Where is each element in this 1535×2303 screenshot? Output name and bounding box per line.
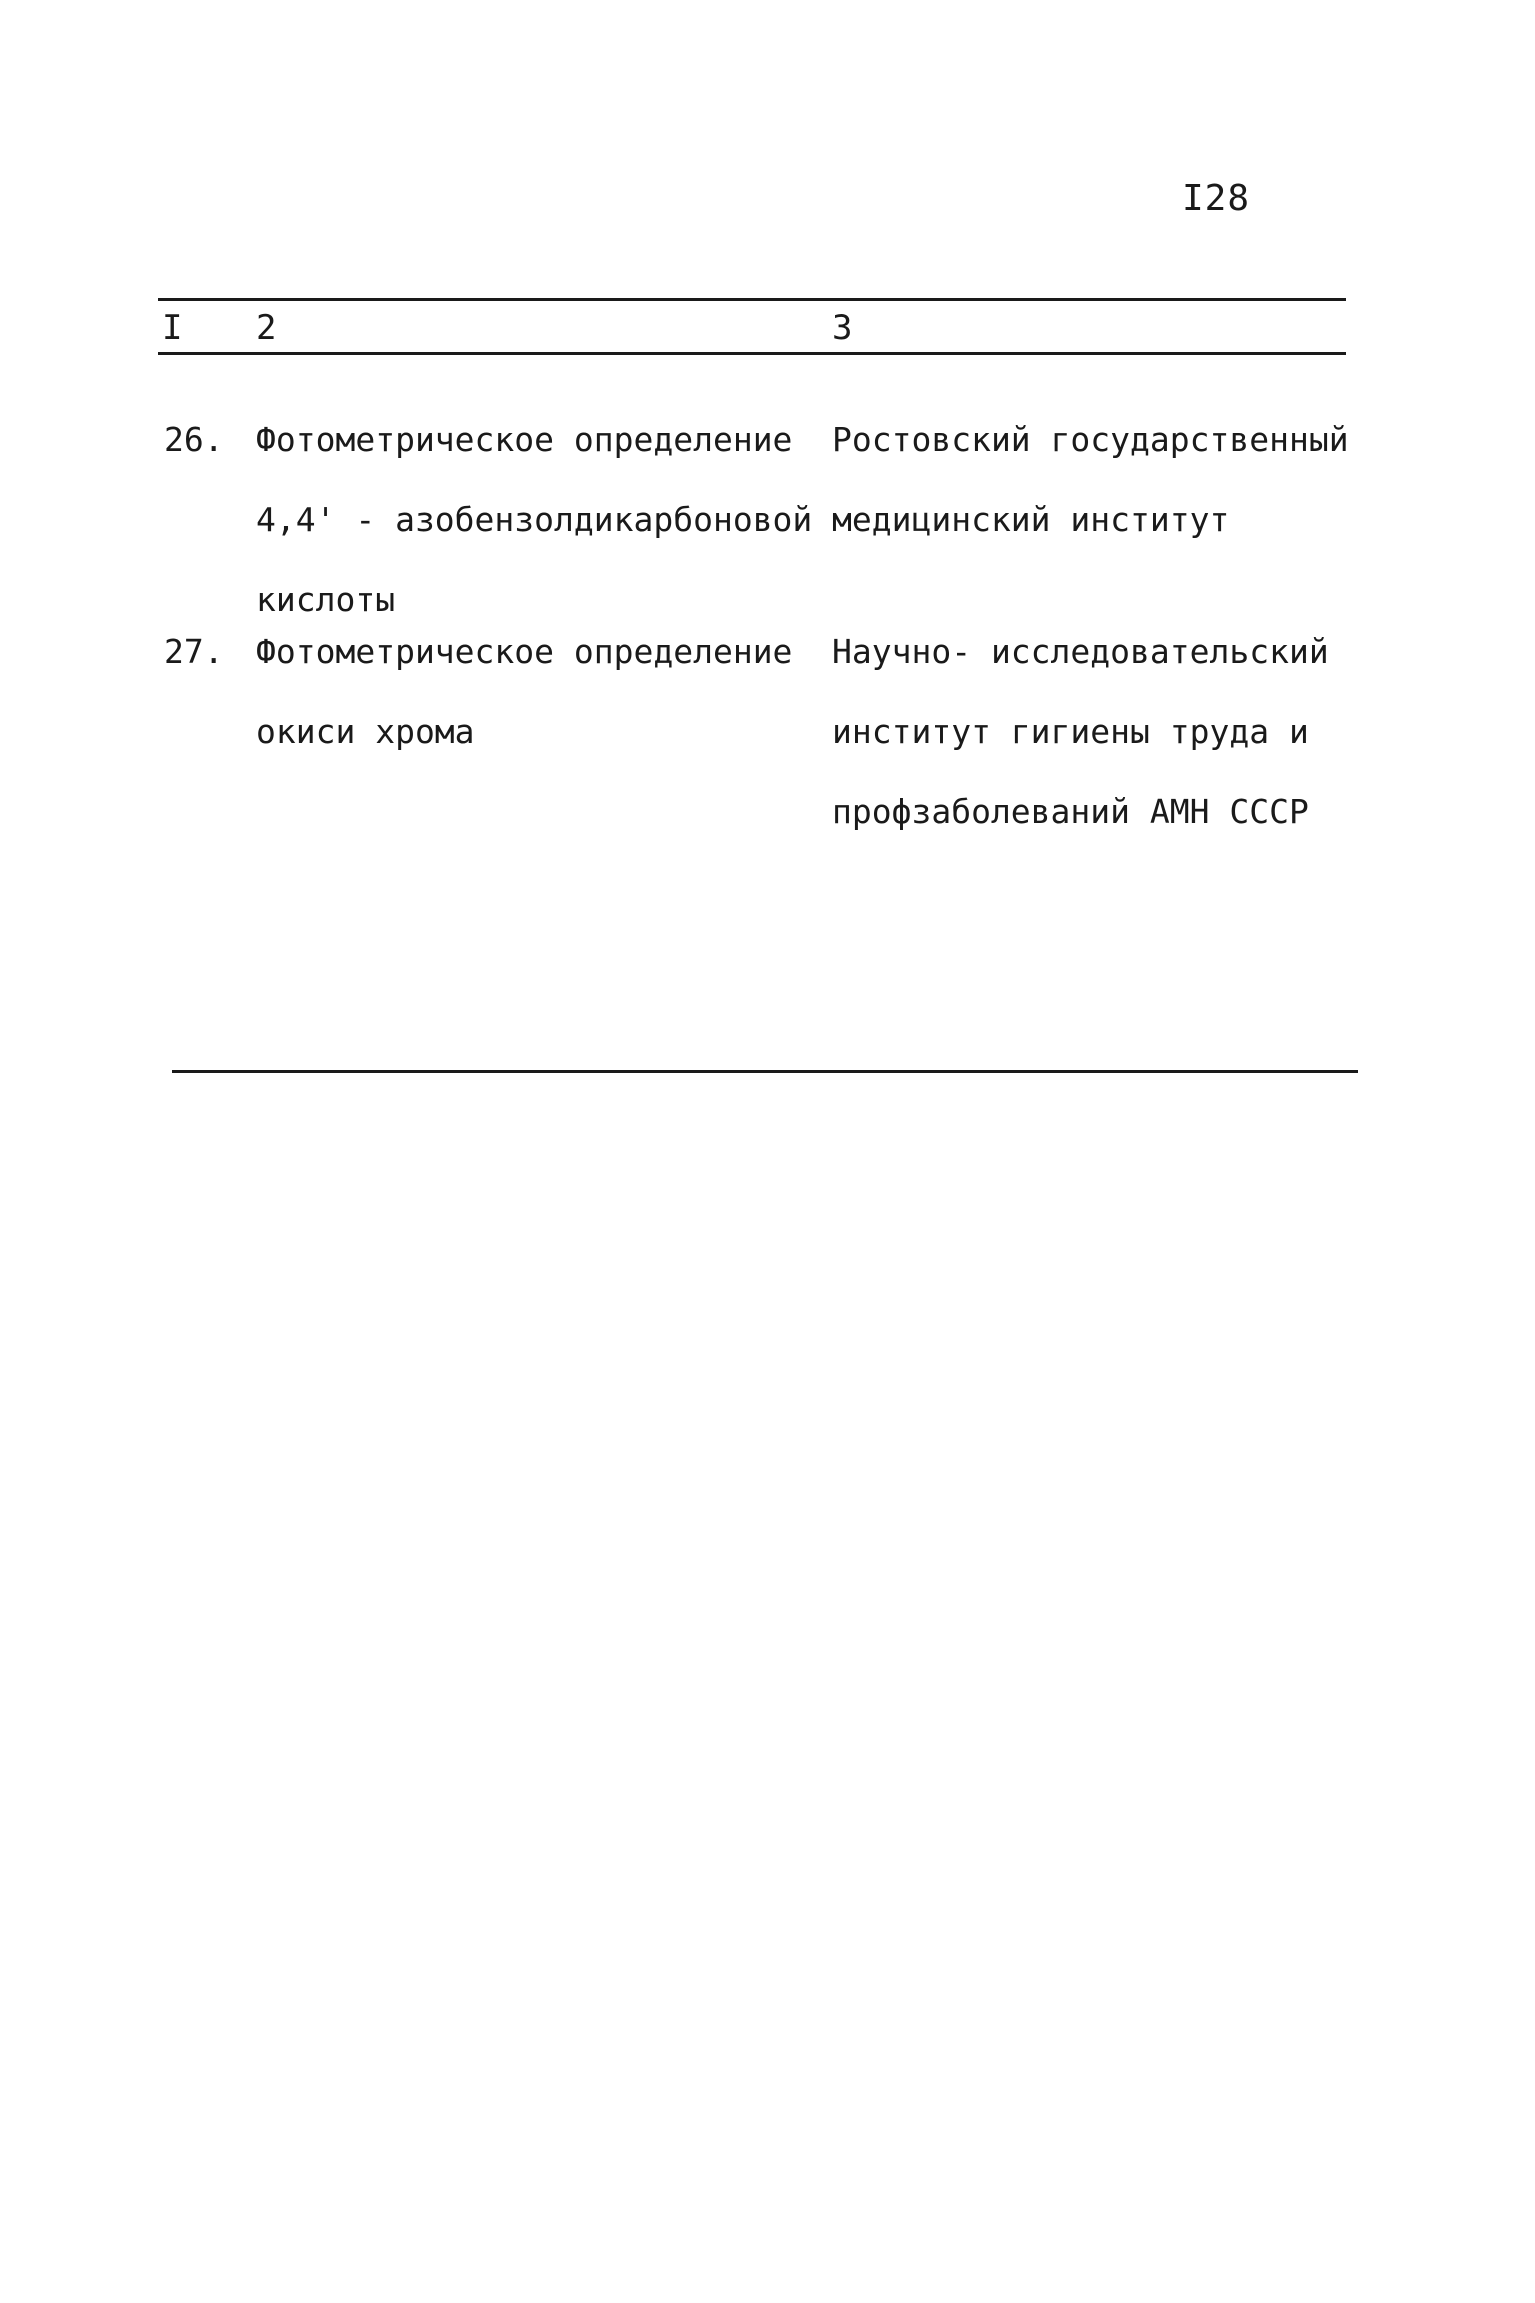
column-header-2: 2 xyxy=(256,308,277,348)
table-top-rule xyxy=(158,298,1346,301)
row-27-institution-line-1: Научно- исследовательский xyxy=(832,632,1329,671)
row-27-method xyxy=(256,612,816,772)
column-header-3: 3 xyxy=(832,308,853,348)
row-26-institution xyxy=(832,400,1352,560)
row-26-method-line-1: Фотометрическое определение xyxy=(256,420,793,459)
row-26-number: 26. xyxy=(164,420,224,459)
row-27-method-line-2: окиси хрома xyxy=(256,712,475,751)
row-27-institution xyxy=(832,612,1352,852)
row-26-institution-line-2: медицинский институт xyxy=(832,500,1230,539)
row-26-method-line-3: кислоты xyxy=(256,580,396,619)
row-26-method xyxy=(256,400,816,640)
row-27-number: 27. xyxy=(164,632,224,671)
row-26-method-line-2: 4,4' - азобензолдикарбоновой xyxy=(256,500,813,539)
row-27-method-line-1: Фотометрическое определение xyxy=(256,632,793,671)
row-27-institution-line-2: институт гигиены труда и xyxy=(832,712,1309,751)
page-number: I28 xyxy=(1182,178,1251,219)
table-header-rule xyxy=(158,352,1346,355)
row-27-institution-line-3: профзаболеваний АМН СССР xyxy=(832,792,1309,831)
column-header-1: I xyxy=(162,308,183,348)
table-bottom-rule xyxy=(172,1070,1358,1073)
row-26-institution-line-1: Ростовский государственный xyxy=(832,420,1349,459)
